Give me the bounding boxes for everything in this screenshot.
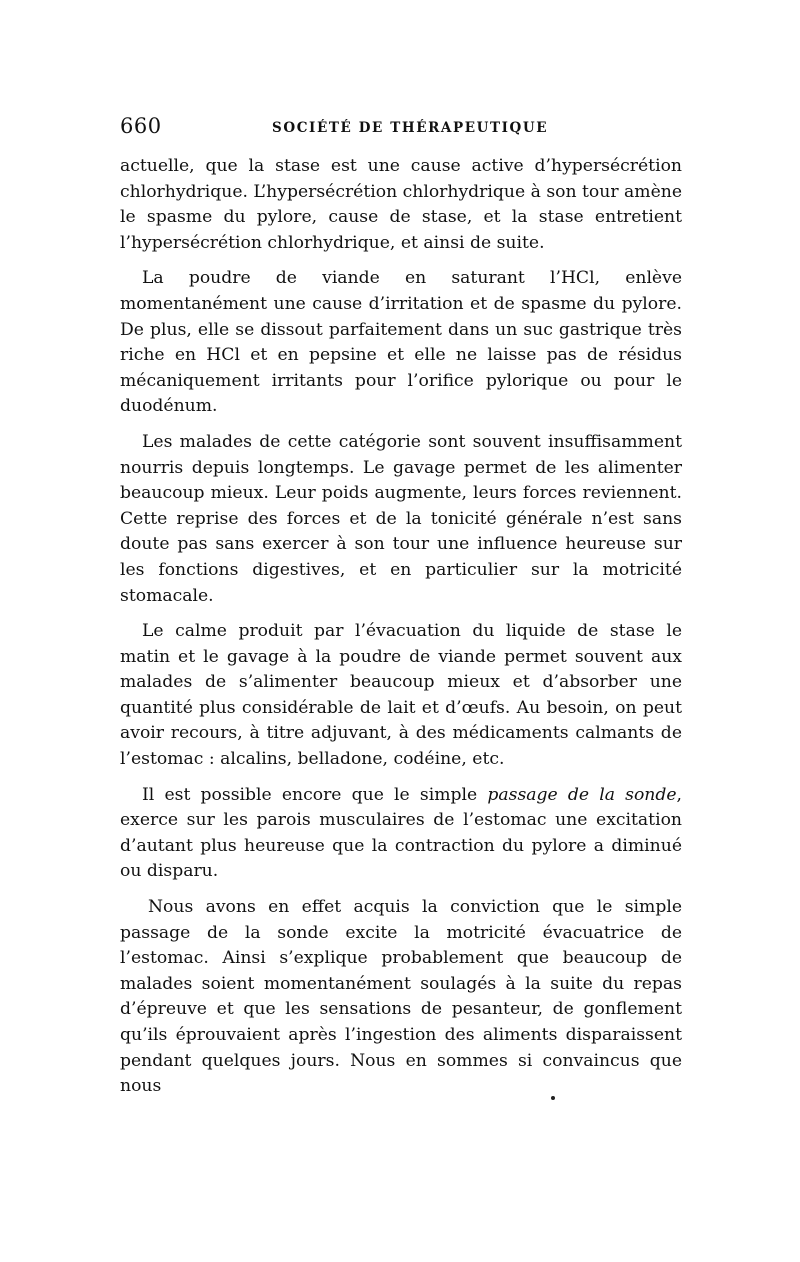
- paragraph-5: [120, 783, 682, 885]
- paragraph-3: Les malades de cette catégorie sont souvent insuffisamment nourris depuis longtemps. Le gavage permet de les alimenter beaucoup mieux. Leur poids augmente, leurs forces reviennent. Cette reprise des forces et de la tonicité générale n’est sans doute pas sans exercer à son tour une influence heureuse sur les fonctions digestives, et en particulier sur la motricité stomacale.: [120, 431, 682, 606]
- running-head: SOCIÉTÉ DE THÉRAPEUTIQUE: [272, 120, 549, 136]
- page-number: 660: [120, 114, 162, 138]
- paragraph-4: Le calme produit par l’évacuation du liquide de stase le matin et le gavage à la poudre de viande permet souvent aux malades de s’alimenter beaucoup mieux et d’absorber une quantité plus considérable de lait et d’œufs. Au besoin, on peut avoir recours, à titre adjuvant, à des médicaments calmants de l’estomac : alcalins, belladone, codéine, etc.: [120, 621, 682, 770]
- body-text: [120, 154, 682, 1110]
- ink-speck: [551, 1096, 555, 1100]
- paragraph-5-emphasis: passage de la sonde: [487, 784, 677, 805]
- paragraph-5-end: , exerce sur les parois musculaires de l’estomac une excitation d’autant plus heureuse que la contraction du pylore a diminué ou disparu.: [120, 784, 683, 882]
- paragraph-1: actuelle, que la stase est une cause active d’hypersécrétion chlorhydrique. L’hypersécrétion chlorhydrique à son tour amène le spasme du pylore, cause de stase, et la stase entretient l’hypersécrétion chlorhydrique, et ainsi de suite.: [120, 156, 682, 253]
- book-page: [120, 108, 683, 1097]
- paragraph-6: Nous avons en effet acquis la conviction que le simple passage de la sonde excite la motricité évacuatrice de l’estomac. Ainsi s’explique probablement que beaucoup de malades soient momentanément soulagés à la suite du repas d’épreuve et que les sensations de pesanteur, de gonflement qu’ils éprouvaient après l’ingestion des aliments disparaissent pendant quelques jours. Nous en sommes si convaincus que nous: [120, 897, 682, 1097]
- page-header: [120, 108, 682, 148]
- paragraph-5-start: Il est possible encore que le simple: [142, 784, 488, 805]
- paragraph-2: La poudre de viande en saturant l’HCl, enlève momentanément une cause d’irritation et de spasme du pylore. De plus, elle se dissout parfaitement dans un suc gastrique très riche en HCl et en pepsine et elle ne laisse pas de résidus mécaniquement irritants pour l’orifice pylorique ou pour le duodénum.: [120, 268, 682, 417]
